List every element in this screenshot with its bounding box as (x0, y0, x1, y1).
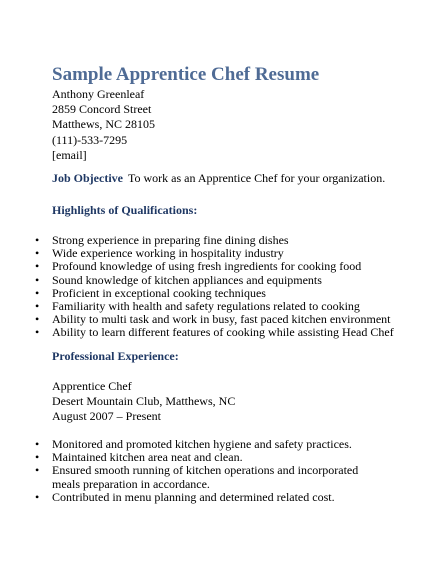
contact-name: Anthony Greenleaf (52, 87, 145, 101)
list-item: • Strong experience in preparing fine dining dishes (35, 234, 394, 247)
contact-phone: (111)-533-7295 (52, 132, 128, 147)
qualifications-list (35, 234, 394, 340)
duties-list (35, 438, 382, 504)
list-item: • Sound knowledge of kitchen appliances and equipments (35, 274, 394, 287)
resume-title: Sample Apprentice Chef Resume (52, 64, 320, 85)
objective-label: Job Objective (52, 171, 123, 185)
list-item: • Maintained kitchen area neat and clean. (35, 451, 382, 464)
job-objective (52, 171, 385, 186)
list-item: • Wide experience working in hospitality industry (35, 247, 394, 260)
contact-block (52, 87, 155, 163)
objective-text: To work as an Apprentice Chef for your organization. (128, 171, 386, 185)
contact-email: [email] (52, 147, 87, 162)
qualifications-heading: Highlights of Qualifications: (52, 203, 198, 217)
list-item: • Profound knowledge of using fresh ingredients for cooking food (35, 260, 394, 273)
list-item: • Contributed in menu planning and determined related cost. (35, 491, 382, 504)
job-dates: August 2007 – Present (52, 408, 161, 423)
job-role: Apprentice Chef (52, 379, 132, 393)
job-entry (52, 379, 235, 423)
experience-heading: Professional Experience: (52, 349, 179, 363)
job-employer: Desert Mountain Club, Matthews, NC (52, 393, 236, 408)
list-item: • Ability to learn different features of cooking while assisting Head Chef (35, 326, 394, 339)
list-item: • Familiarity with health and safety regulations related to cooking (35, 300, 394, 313)
list-item: • Monitored and promoted kitchen hygiene and safety practices. (35, 438, 382, 451)
list-item: • Proficient in exceptional cooking techniques (35, 287, 394, 300)
list-item: • Ensured smooth running of kitchen operations and incorporated meals preparation in accordance. (35, 464, 382, 490)
list-item: • Ability to multi task and work in busy, fast paced kitchen environment (35, 313, 394, 326)
contact-street: 2859 Concord Street (52, 102, 152, 117)
contact-city: Matthews, NC 28105 (52, 117, 155, 132)
